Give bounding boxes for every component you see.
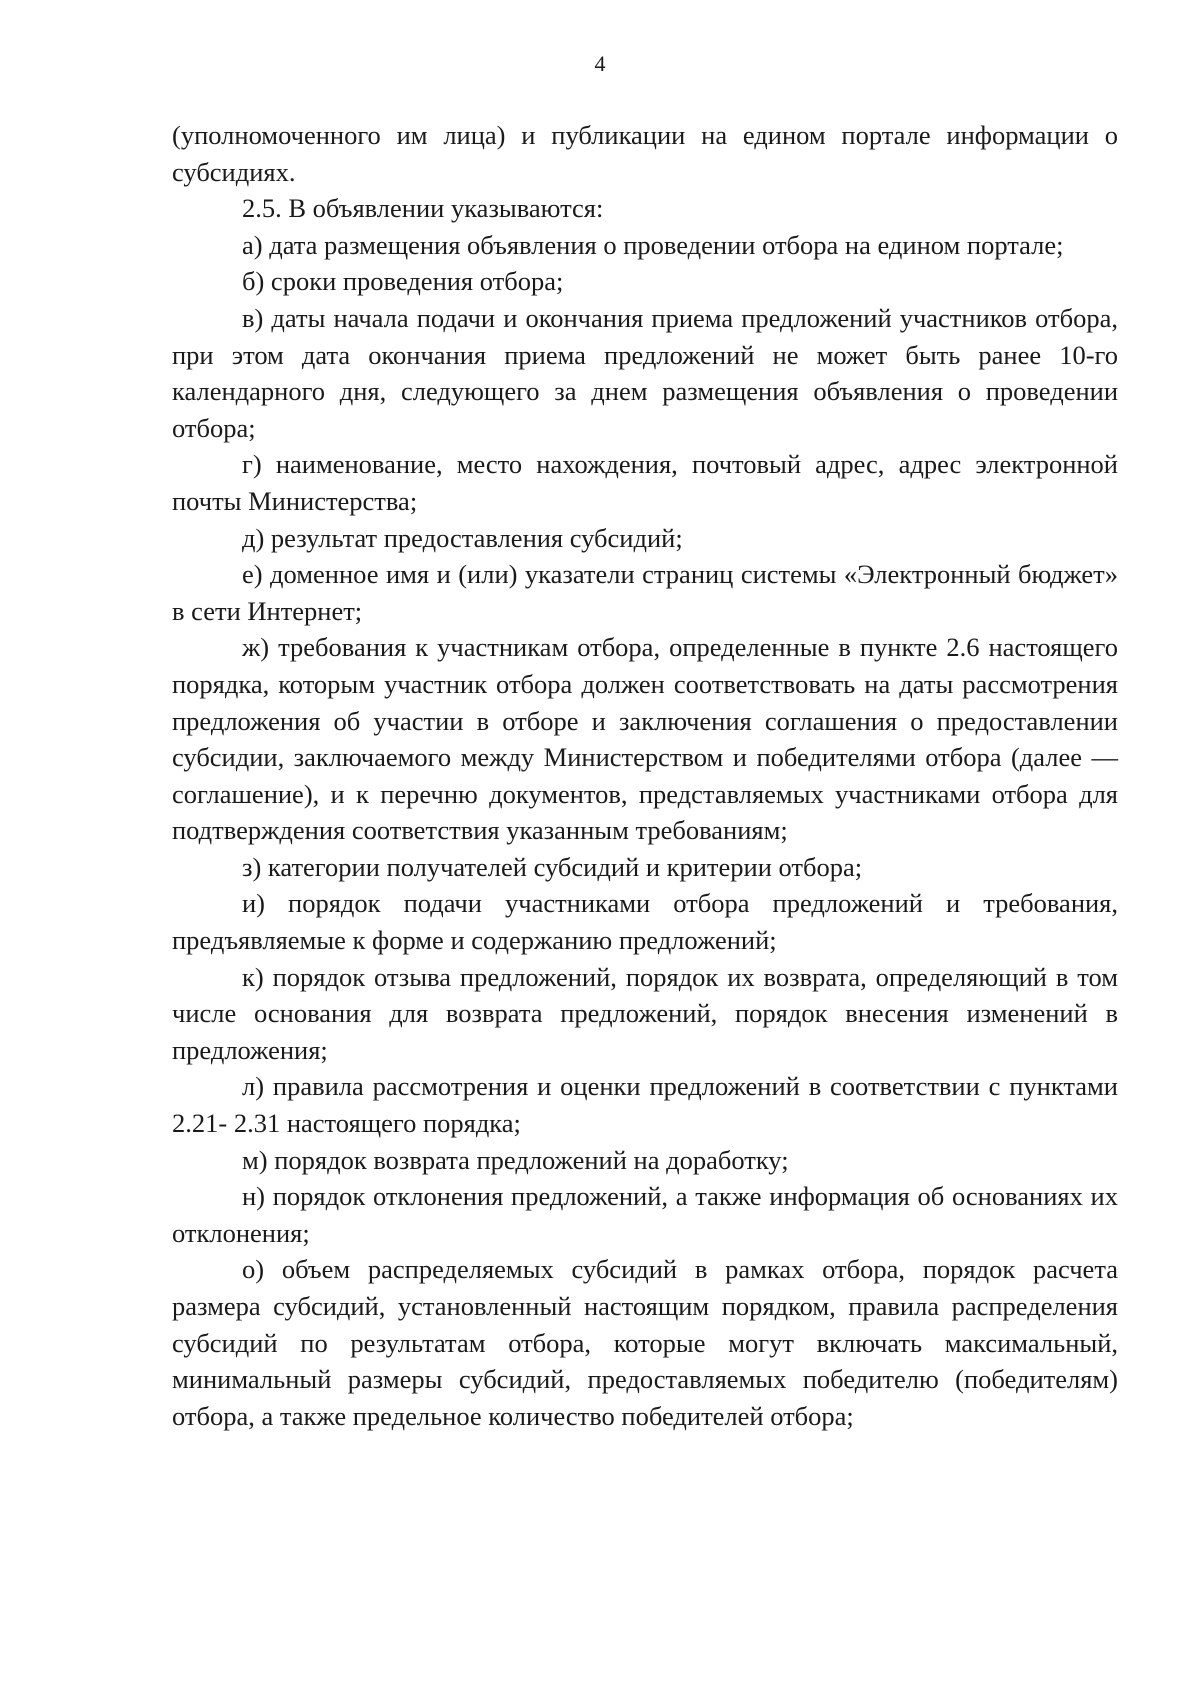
list-item-n: н) порядок отклонения предложений, а также информация об основаниях их отклонения;	[172, 1181, 1118, 1248]
paragraph-continuation: (уполномоченного им лица) и публикации на едином портале информации о субсидиях.	[172, 120, 1118, 187]
list-item-a: а) дата размещения объявления о проведении отбора на едином портале;	[242, 229, 1064, 260]
list-item-k: к) порядок отзыва предложений, порядок их возврата, определяющий в том числе основания для возврата предложений, порядок внесения изменений в предложения;	[172, 961, 1118, 1065]
section-heading-2-5: 2.5. В объявлении указываются:	[242, 193, 604, 224]
list-item-d: д) результат предоставления субсидий;	[242, 522, 683, 553]
list-item-b: б) сроки проведения отбора;	[242, 266, 564, 297]
list-item-g: г) наименование, место нахождения, почтовый адрес, адрес электронной почты Министерства;	[172, 449, 1118, 516]
list-item-v: в) даты начала подачи и окончания приема предложений участников отбора, при этом дата окончания приема предложений не может быть ранее 10-го календарного дня, следующего за днем размещения объявления о проведении отбора;	[172, 302, 1118, 443]
list-item-e: е) доменное имя и (или) указатели страниц системы «Электронный бюджет» в сети Интернет;	[172, 559, 1118, 626]
list-item-zh: ж) требования к участникам отбора, определенные в пункте 2.6 настоящего порядка, которым участник отбора должен соответствовать на даты рассмотрения предложения об участии в отборе и заключения соглашения о предоставлении субсидии, заключаемого между Министерством и победителями отбора (далее — соглашение), и к перечню документов, представляемых участниками отбора для подтверждения соответствия указанным требованиям;	[172, 632, 1118, 846]
list-item-m: м) порядок возврата предложений на доработку;	[242, 1144, 789, 1175]
list-item-i: и) порядок подачи участниками отбора предложений и требования, предъявляемые к форме и содержанию предложений;	[172, 888, 1118, 956]
page-number: 4	[594, 51, 606, 76]
list-item-l: л) правила рассмотрения и оценки предложений в соответствии с пунктами 2.21- 2.31 настоящего порядка;	[172, 1071, 1118, 1139]
list-item-o: о) объем распределяемых субсидий в рамках отбора, порядок расчета размера субсидий, установленный настоящим порядком, правила распределения субсидий по результатам отбора, которые могут включать максимальный, минимальный размеры субсидий, предоставляемых победителю (победителям) отбора, а также предельное количество победителей отбора;	[172, 1254, 1118, 1431]
document-body	[172, 117, 1118, 1434]
list-item-z: з) категории получателей субсидий и критерии отбора;	[242, 851, 863, 882]
